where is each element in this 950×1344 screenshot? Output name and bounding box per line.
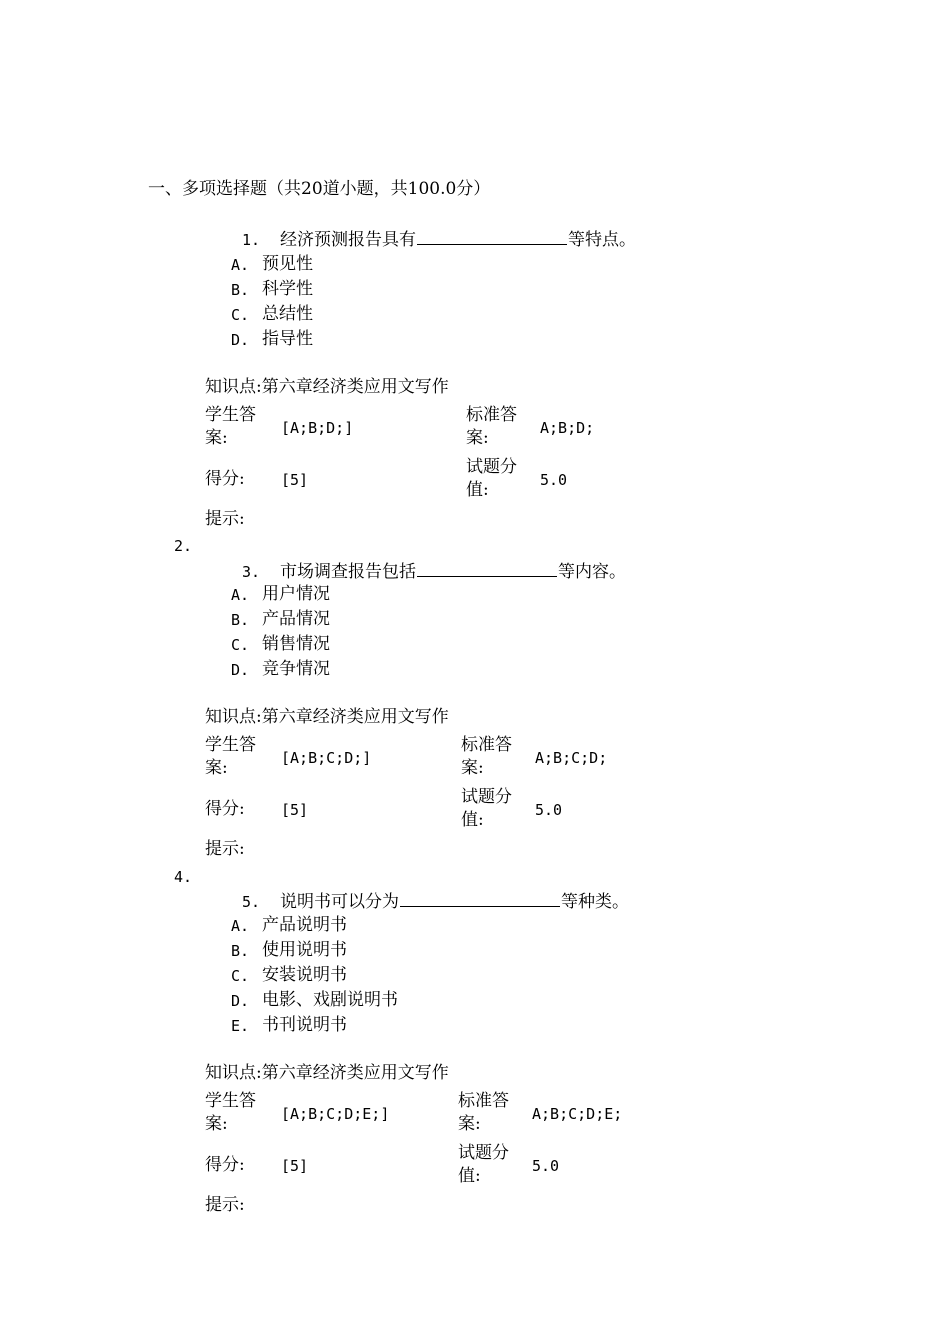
stem-after: 等内容。 [558,562,626,582]
hint-label: 提示: [205,1195,245,1215]
option-key: C. [231,967,250,985]
section-title: 一、多项选择题（共20道小题，共100.0分） [148,179,491,199]
hint-label: 提示: [205,509,245,529]
option-key: B. [231,611,250,629]
option-text: 安装说明书 [262,965,347,985]
stem-after: 等特点。 [568,230,636,250]
answer-blank [400,890,560,907]
option-text: 电影、戏剧说明书 [262,990,398,1010]
option-text: 竞争情况 [262,659,330,679]
student-answer: [A;B;D;] [281,419,354,437]
student-answer-label: 学生答 案: [205,1091,256,1134]
knowledge-point: 第六章经济类应用文写作 [261,1063,449,1083]
score: [5] [281,1157,309,1175]
option-key: A. [231,586,250,604]
question-value: 5.0 [540,471,568,489]
option-text: 销售情况 [262,634,330,654]
answer-blank [417,228,567,245]
answer-blank [417,560,557,577]
student-answer-label: 学生答 案: [205,405,256,448]
value-label: 试题分 值: [466,457,517,500]
option-text: 预见性 [262,254,313,274]
question-value: 5.0 [535,801,563,819]
option-text: 产品情况 [262,609,330,629]
score-label: 得分: [205,469,245,489]
standard-answer: A;B;C;D;E; [532,1105,623,1123]
standard-answer-label: 标准答 案: [461,735,512,778]
hint-label: 提示: [205,839,245,859]
standard-answer-label: 标准答 案: [466,405,517,448]
option-key: D. [231,661,250,679]
student-answer-label: 学生答 案: [205,735,256,778]
student-answer: [A;B;C;D;E;] [281,1105,390,1123]
question-value: 5.0 [532,1157,560,1175]
question-number: 5. [242,893,261,911]
list-marker: 2. [174,537,193,555]
knowledge-label: 知识点: [205,1063,262,1083]
stem-after: 等种类。 [561,892,629,912]
score-label: 得分: [205,799,245,819]
knowledge-point-row [205,1062,449,1084]
standard-answer: A;B;D; [540,419,595,437]
stem-before: 说明书可以分为 [280,892,399,912]
score: [5] [281,471,309,489]
option-key: B. [231,281,250,299]
option-text: 总结性 [262,304,313,324]
score-label: 得分: [205,1155,245,1175]
value-label: 试题分 值: [458,1143,509,1186]
knowledge-label: 知识点: [205,707,262,727]
student-answer: [A;B;C;D;] [281,749,372,767]
option-text: 使用说明书 [262,940,347,960]
option-key: B. [231,942,250,960]
option-key: D. [231,331,250,349]
option-key: C. [231,636,250,654]
knowledge-point-row [205,376,449,398]
knowledge-point: 第六章经济类应用文写作 [261,707,449,727]
list-marker: 4. [174,868,193,886]
option-key: C. [231,306,250,324]
standard-answer: A;B;C;D; [535,749,608,767]
option-key: A. [231,917,250,935]
question-stem [280,890,629,913]
question-stem [280,560,626,583]
knowledge-point: 第六章经济类应用文写作 [261,377,449,397]
option-text: 书刊说明书 [262,1015,347,1035]
value-label: 试题分 值: [461,787,512,830]
stem-before: 市场调查报告包括 [280,562,416,582]
option-key: D. [231,992,250,1010]
standard-answer-label: 标准答 案: [458,1091,509,1134]
question-number: 1. [242,231,261,249]
knowledge-point-row [205,706,449,728]
option-text: 用户情况 [262,584,330,604]
option-text: 指导性 [262,329,313,349]
question-stem [280,228,636,251]
option-text: 产品说明书 [262,915,347,935]
knowledge-label: 知识点: [205,377,262,397]
question-number: 3. [242,563,261,581]
option-key: A. [231,256,250,274]
score: [5] [281,801,309,819]
stem-before: 经济预测报告具有 [280,230,416,250]
option-key: E. [231,1017,250,1035]
option-text: 科学性 [262,279,313,299]
